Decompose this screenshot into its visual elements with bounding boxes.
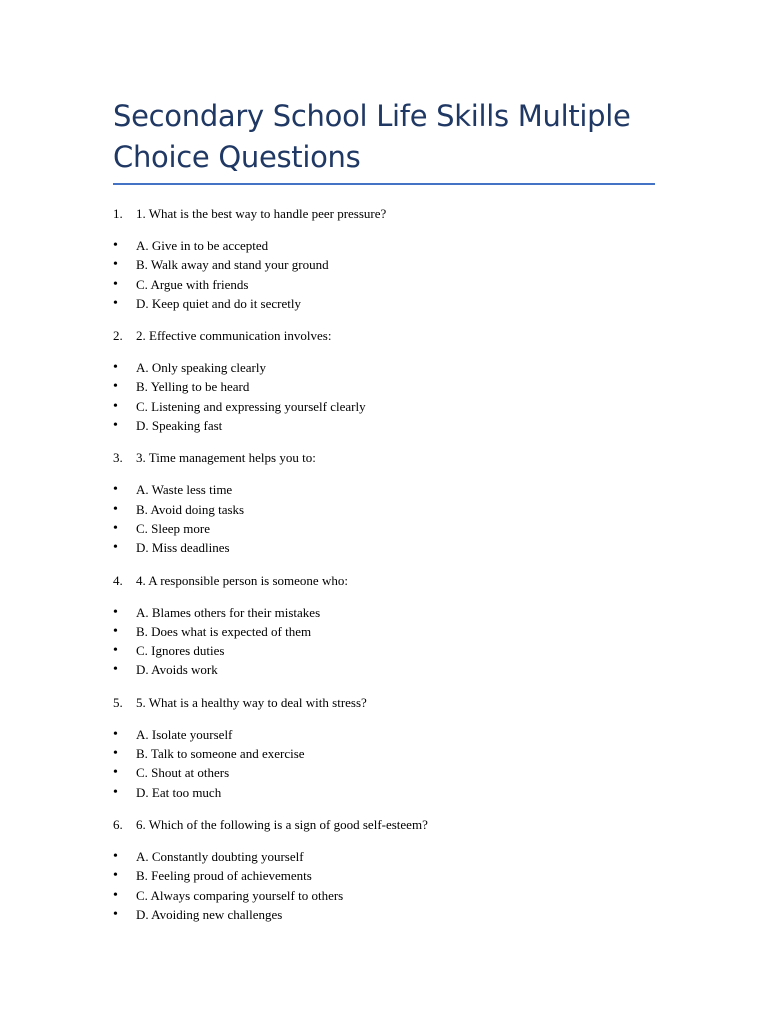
bullet-icon: • (113, 295, 118, 311)
bullet-icon: • (113, 746, 118, 762)
option-text: D. Keep quiet and do it secretly (136, 295, 301, 311)
option-text: B. Feeling proud of achievements (136, 868, 312, 884)
option-text: D. Miss deadlines (136, 540, 230, 556)
bullet-icon: • (113, 887, 118, 903)
option-text: C. Listening and expressing yourself clearly (136, 398, 366, 414)
bullet-icon: • (113, 418, 118, 434)
option-item (113, 847, 655, 866)
bullet-icon: • (113, 360, 118, 376)
bullet-icon: • (113, 501, 118, 517)
option-item (113, 725, 655, 744)
bullet-icon: • (113, 784, 118, 800)
bullet-icon: • (113, 379, 118, 395)
option-item (113, 377, 655, 396)
bullet-icon: • (113, 643, 118, 659)
option-text: C. Argue with friends (136, 276, 249, 292)
question-number: 5. (113, 694, 123, 710)
option-list (113, 236, 655, 313)
option-text: C. Shout at others (136, 765, 230, 781)
option-item (113, 236, 655, 255)
option-item (113, 783, 655, 802)
option-text: A. Blames others for their mistakes (136, 604, 321, 620)
option-text: C. Always comparing yourself to others (136, 887, 344, 903)
bullet-icon: • (113, 765, 118, 781)
document-page (113, 96, 655, 924)
option-text: B. Yelling to be heard (136, 379, 250, 395)
option-list (113, 358, 655, 435)
question-item (113, 326, 655, 435)
question-text: 1. What is the best way to handle peer pressure? (136, 206, 387, 221)
option-item (113, 905, 655, 924)
document-title: Secondary School Life Skills Multiple Choice Questions (113, 99, 631, 174)
option-item (113, 744, 655, 763)
option-item (113, 886, 655, 905)
option-text: A. Give in to be accepted (136, 238, 269, 253)
question-line (113, 448, 655, 467)
bullet-icon: • (113, 604, 118, 620)
option-list (113, 725, 655, 802)
option-item (113, 603, 655, 622)
bullet-icon: • (113, 257, 118, 273)
bullet-icon: • (113, 906, 118, 922)
option-item (113, 538, 655, 557)
question-number: 2. (113, 328, 123, 344)
question-text: 3. Time management helps you to: (136, 450, 316, 466)
bullet-icon: • (113, 868, 118, 884)
option-item (113, 294, 655, 313)
option-item (113, 622, 655, 641)
option-item (113, 275, 655, 294)
question-number: 3. (113, 450, 123, 466)
question-line (113, 693, 655, 712)
option-text: B. Talk to someone and exercise (136, 746, 305, 762)
bullet-icon: • (113, 398, 118, 414)
option-item (113, 416, 655, 435)
option-item (113, 660, 655, 679)
question-item (113, 448, 655, 557)
question-item (113, 815, 655, 924)
option-item (113, 255, 655, 274)
bullet-icon: • (113, 520, 118, 536)
option-text: A. Only speaking clearly (136, 360, 266, 376)
question-text: 2. Effective communication involves: (136, 328, 332, 344)
option-text: A. Waste less time (136, 482, 233, 498)
question-item (113, 204, 655, 313)
option-item (113, 519, 655, 538)
option-text: A. Isolate yourself (136, 726, 233, 742)
option-text: B. Avoid doing tasks (136, 501, 245, 517)
option-item (113, 480, 655, 499)
option-item (113, 641, 655, 660)
option-list (113, 603, 655, 680)
option-item (113, 866, 655, 885)
option-text: C. Ignores duties (136, 643, 225, 659)
question-number: 6. (113, 816, 123, 832)
option-text: C. Sleep more (136, 520, 211, 536)
question-text: 6. Which of the following is a sign of good self-esteem? (136, 816, 428, 832)
option-item (113, 358, 655, 377)
option-item (113, 500, 655, 519)
bullet-icon: • (113, 482, 118, 498)
option-item (113, 397, 655, 416)
option-text: B. Does what is expected of them (136, 623, 312, 639)
option-text: D. Speaking fast (136, 418, 223, 434)
title-divider (113, 183, 655, 185)
bullet-icon: • (113, 540, 118, 556)
bullet-icon: • (113, 623, 118, 639)
question-text: 5. What is a healthy way to deal with stress? (136, 694, 367, 710)
question-line (113, 204, 655, 223)
option-text: D. Eat too much (136, 784, 222, 800)
question-number: 4. (113, 572, 123, 588)
question-line (113, 326, 655, 345)
option-text: D. Avoiding new challenges (136, 906, 283, 922)
bullet-icon: • (113, 276, 118, 292)
question-list (113, 204, 655, 924)
option-text: A. Constantly doubting yourself (136, 848, 304, 864)
bullet-icon: • (113, 848, 118, 864)
bullet-icon: • (113, 726, 118, 742)
option-item (113, 763, 655, 782)
option-text: B. Walk away and stand your ground (136, 257, 329, 273)
question-number: 1. (113, 206, 123, 221)
option-text: D. Avoids work (136, 662, 218, 678)
question-line (113, 571, 655, 590)
question-item (113, 571, 655, 680)
bullet-icon: • (113, 238, 118, 253)
question-text: 4. A responsible person is someone who: (136, 572, 348, 588)
option-list (113, 480, 655, 557)
question-item (113, 693, 655, 802)
option-list (113, 847, 655, 924)
bullet-icon: • (113, 662, 118, 678)
question-line (113, 815, 655, 834)
